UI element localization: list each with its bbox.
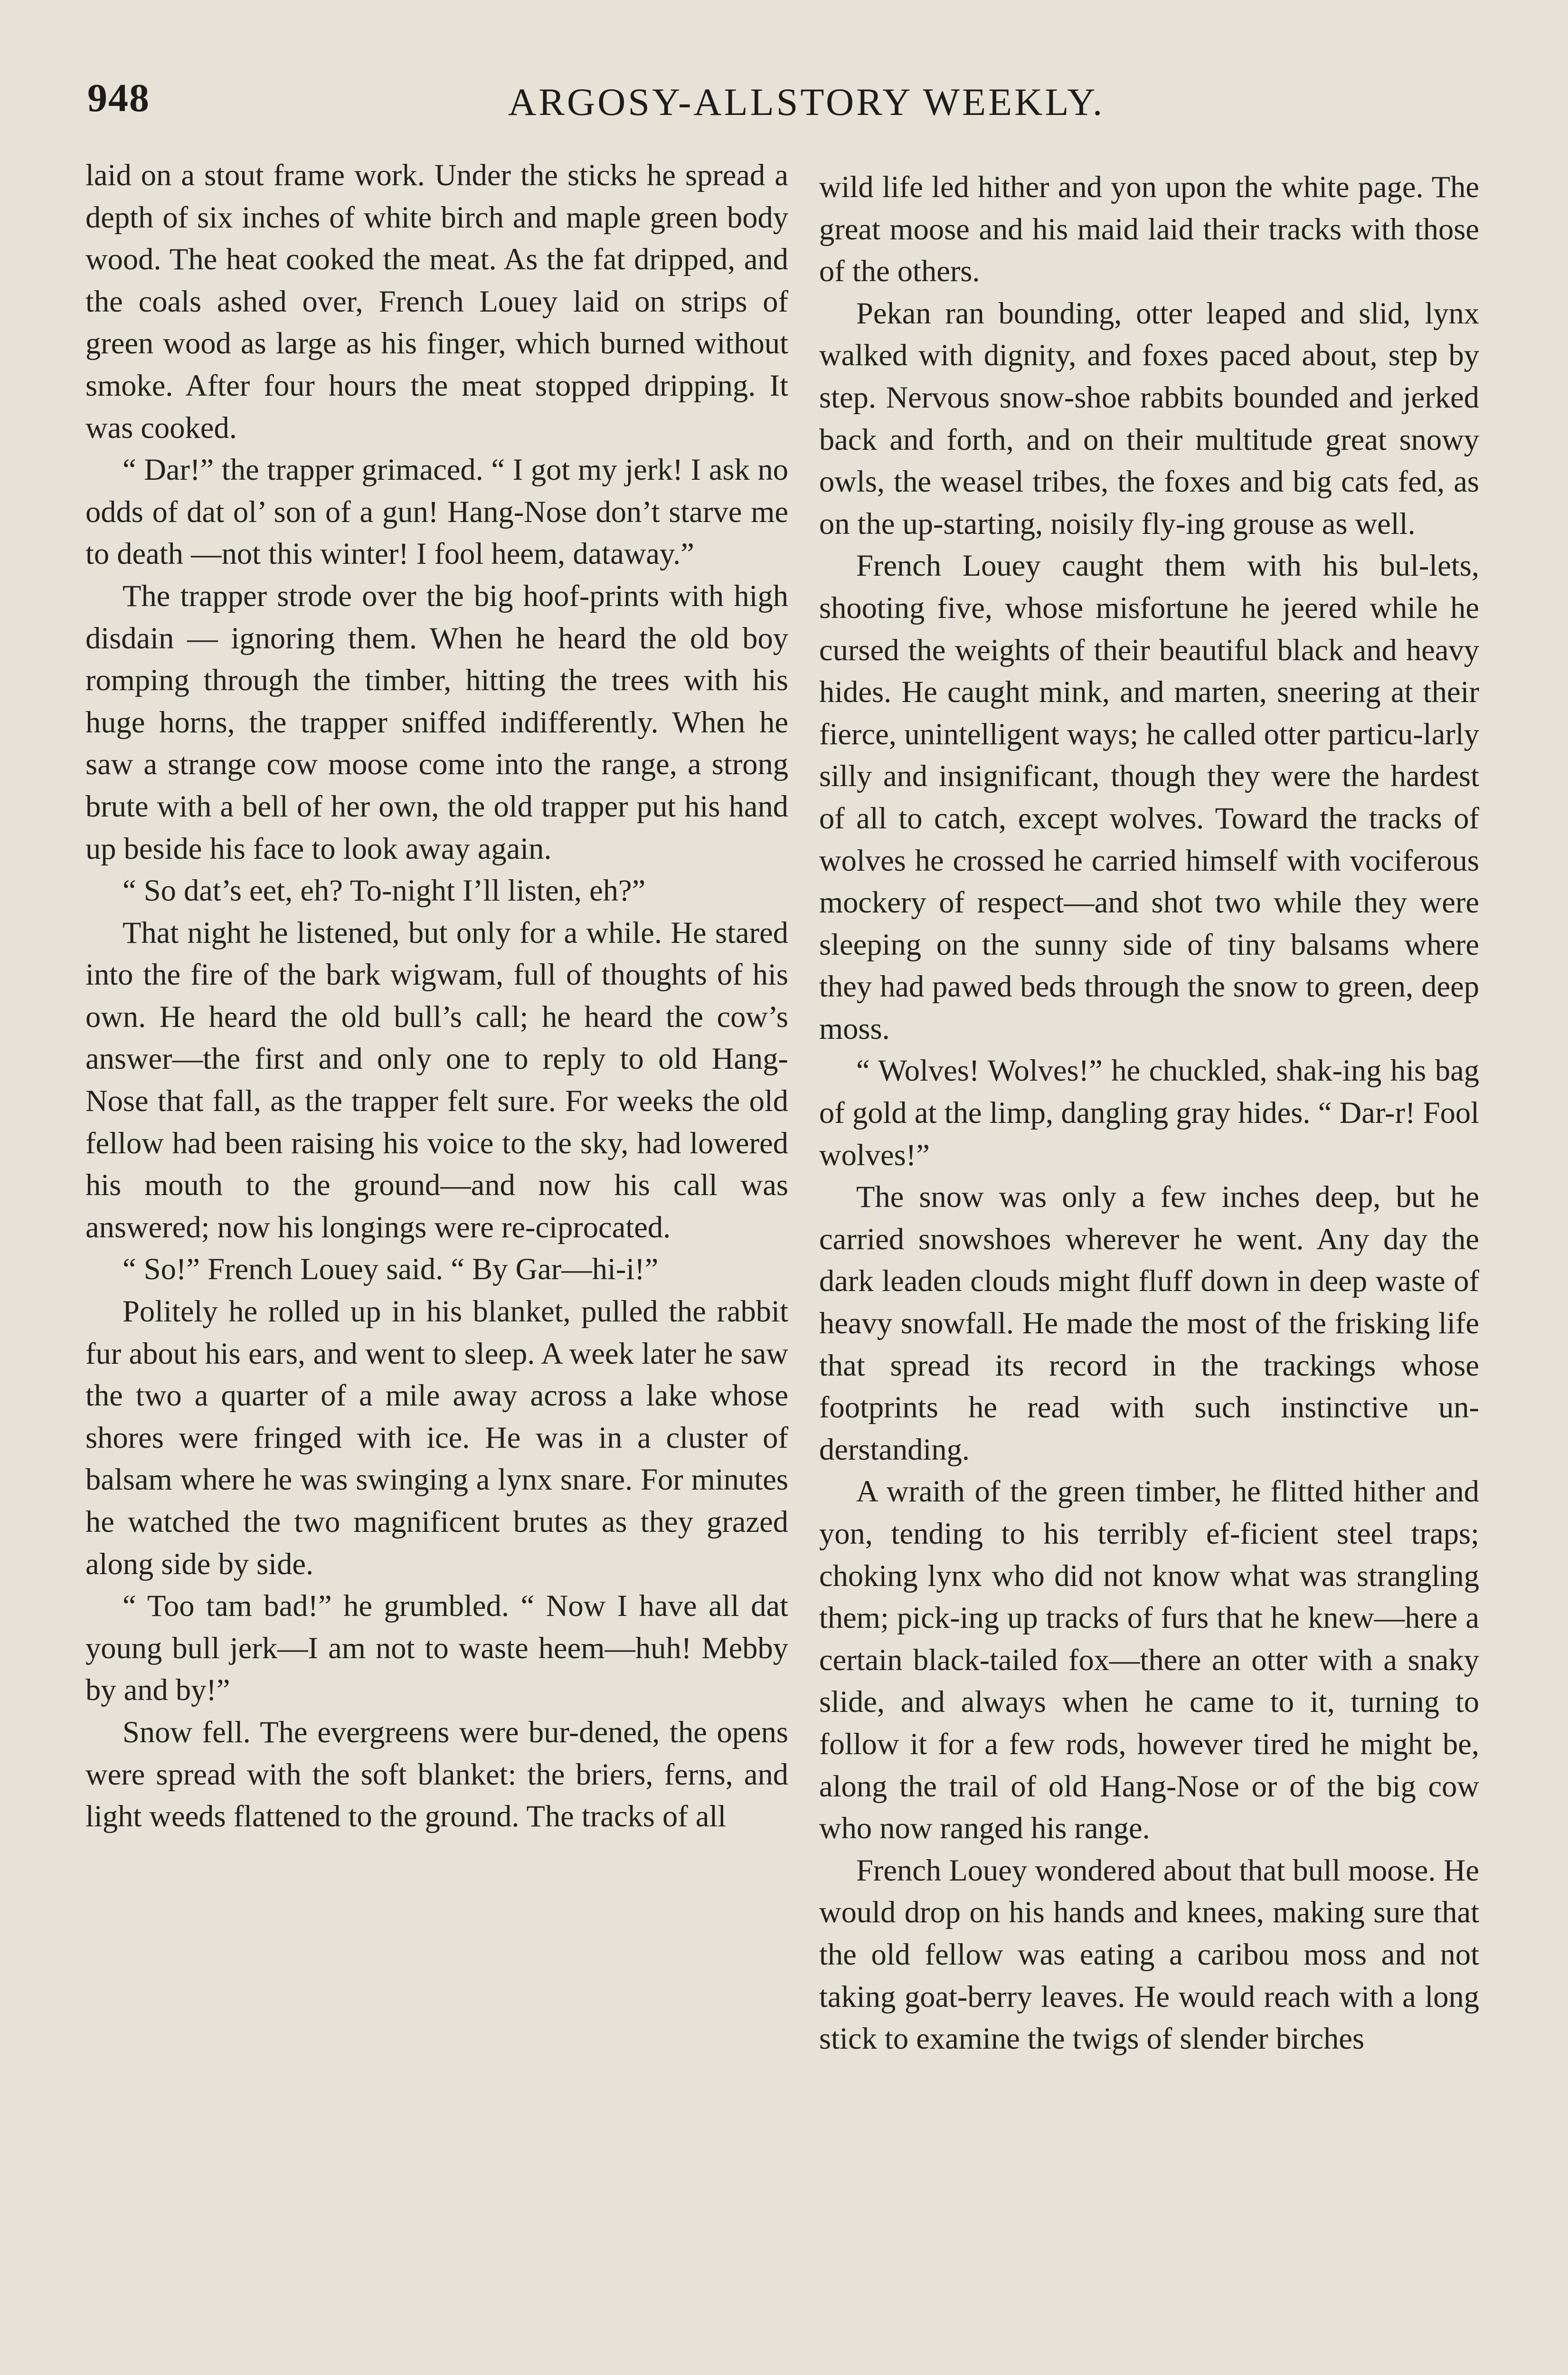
paragraph: “ So!” French Louey said. “ By Gar—hi-i!” [123, 1252, 659, 1286]
paragraph: French Louey caught them with his bul-lets, shooting five, whose misfortune he jeered while he cursed the weights of their beautiful black and heavy hides. He caught mink, and marten, sneering at their fierce, unintelligent ways; he called otter particu-larly silly and insignificant, though they were the hardest of all to catch, except wolves. Toward the tracks of wolves he crossed he carried himself with vociferous mockery of respect—and shot two while they were sleeping on the sunny side of tiny balsams where they had pawed beds through the snow to green, deep moss. [819, 549, 1479, 1045]
paragraph: A wraith of the green timber, he flitted hither and yon, tending to his terribly ef-ficient steel traps; choking lynx who did not know what was strangling them; pick-ing up tracks of furs that he knew—here a certain black-tailed fox—there an otter with a snaky slide, and always when he came to it, turning to follow it for a few rods, however tired he might be, along the trail of old Hang-Nose or of the big cow who now ranged his range. [819, 1474, 1479, 1845]
right-column [819, 166, 1479, 2375]
paragraph: laid on a stout frame work. Under the sticks he spread a depth of six inches of white birch and maple green body wood. The heat cooked the meat. As the fat dripped, and the coals ashed over, French Louey laid on strips of green wood as large as his finger, which burned without smoke. After four hours the meat stopped dripping. It was cooked. [85, 158, 788, 445]
paragraph: “ Wolves! Wolves!” he chuckled, shak-ing his bag of gold at the limp, dangling gray hides. “ Dar-r! Fool wolves!” [819, 1054, 1479, 1172]
left-column [85, 154, 788, 2375]
page-header [81, 71, 1486, 138]
paragraph: That night he listened, but only for a while. He stared into the fire of the bark wigwam, full of thoughts of his own. He heard the old bull’s call; he heard the cow’s answer—the first and only one to reply to old Hang-Nose that fall, as the trapper felt sure. For weeks the old fellow had been raising his voice to the sky, had lowered his mouth to the ground—and now his call was answered; now his longings were re-ciprocated. [85, 915, 788, 1244]
paragraph: “ So dat’s eet, eh? To-night I’ll listen, eh?” [123, 874, 646, 908]
paragraph: Politely he rolled up in his blanket, pulled the rabbit fur about his ears, and went to sleep. A week later he saw the two a quarter of a mile away across a lake whose shores were fringed with ice. He was in a cluster of balsam where he was swinging a lynx snare. For minutes he watched the two magnificent brutes as they grazed along side by side. [85, 1294, 788, 1581]
page-number: 948 [87, 76, 150, 120]
paragraph: “ Too tam bad!” he grumbled. “ Now I have all dat young bull jerk—I am not to waste heem—huh! Mebby by and by!” [85, 1589, 788, 1707]
running-head: ARGOSY-ALLSTORY WEEKLY. [508, 80, 1105, 124]
paragraph: Pekan ran bounding, otter leaped and slid, lynx walked with dignity, and foxes paced about, step by step. Nervous snow-shoe rabbits bounded and jerked back and forth, and on their multitude great snowy owls, the weasel tribes, the foxes and big cats fed, as on the up-starting, noisily fly-ing grouse as well. [819, 296, 1479, 541]
paragraph: The snow was only a few inches deep, but he carried snowshoes wherever he went. Any day the dark leaden clouds might fluff down in deep waste of heavy snowfall. He made the most of the frisking life that spread its record in the trackings whose footprints he read with such instinctive un-derstanding. [819, 1180, 1479, 1466]
paragraph: French Louey wondered about that bull moose. He would drop on his hands and knees, making sure that the old fellow was eating a caribou moss and not taking goat-berry leaves. He would reach with a long stick to examine the twigs of slender birches [819, 1853, 1479, 2056]
paragraph: The trapper strode over the big hoof-prints with high disdain — ignoring them. When he heard the old boy romping through the timber, hitting the trees with his huge horns, the trapper sniffed indifferently. When he saw a strange cow moose come into the range, a strong brute with a bell of her own, the old trapper put his hand up beside his face to look away again. [85, 579, 788, 865]
paragraph: wild life led hither and yon upon the white page. The great moose and his maid laid their tracks with those of the others. [819, 170, 1479, 288]
paragraph: Snow fell. The evergreens were bur-dened, the opens were spread with the soft blanket: the briers, ferns, and light weeds flattened to the ground. The tracks of all [85, 1715, 788, 1834]
paragraph: “ Dar!” the trapper grimaced. “ I got my jerk! I ask no odds of dat ol’ son of a gun! Hang-Nose don’t starve me to death —not this winter! I fool heem, dataway.” [85, 453, 788, 571]
